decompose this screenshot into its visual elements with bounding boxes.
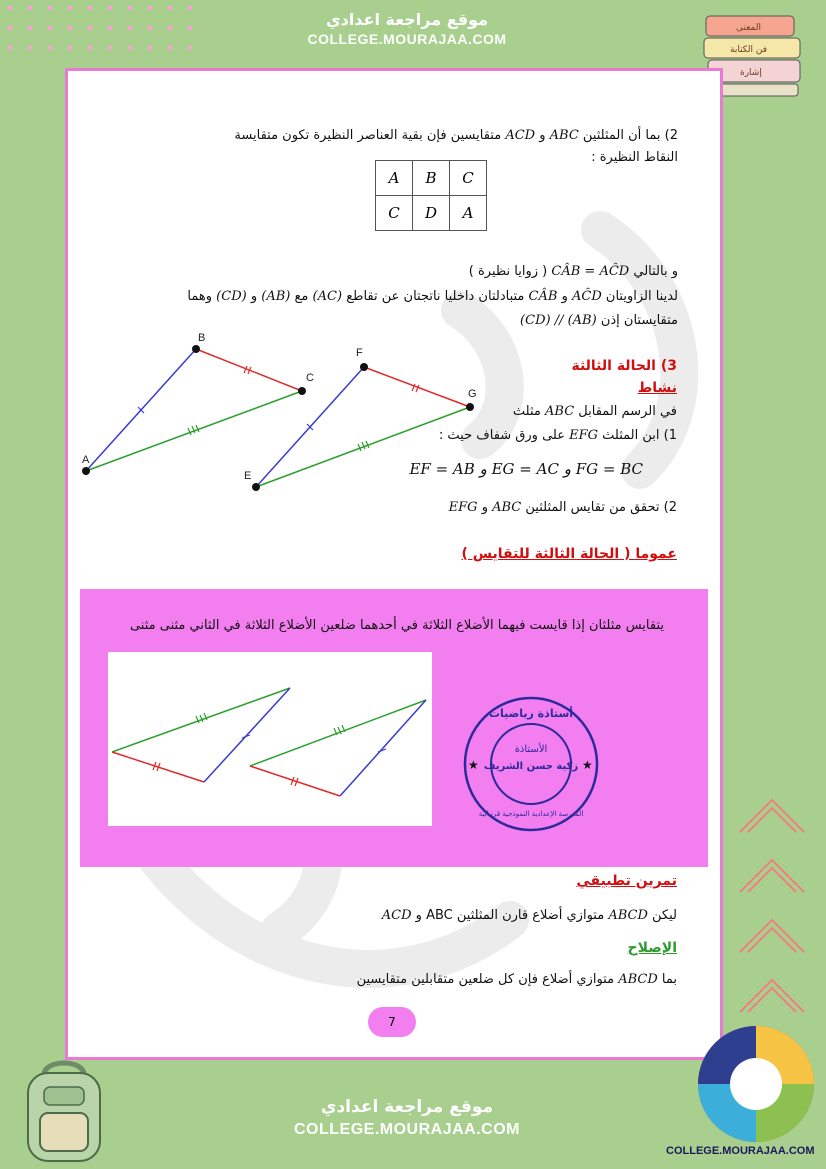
site-url[interactable]: COLLEGE.MOURAJAA.COM bbox=[307, 31, 507, 47]
chevrons-decoration bbox=[732, 790, 822, 1040]
top-banner bbox=[262, 0, 552, 60]
point-g bbox=[466, 403, 474, 411]
theorem-figure bbox=[108, 652, 432, 826]
case3-q2 bbox=[449, 500, 677, 515]
dots-decoration bbox=[0, 0, 200, 60]
label-f: F bbox=[356, 347, 363, 359]
case3-q1 bbox=[439, 428, 677, 443]
section2-line3 bbox=[469, 264, 678, 279]
text-span: على ورق شفاف حيث : bbox=[438, 428, 565, 443]
math-span: EFG bbox=[569, 428, 599, 443]
text-span: مع bbox=[294, 289, 309, 304]
point-c bbox=[298, 387, 306, 395]
section2-line5 bbox=[520, 313, 678, 328]
section2-line1 bbox=[234, 128, 678, 143]
correction-title: الإصلاح bbox=[627, 940, 677, 956]
text-span: تحقق من تقايس المثلثين bbox=[525, 500, 660, 515]
text-span: في الرسم المقابل bbox=[578, 404, 677, 419]
site-name-footer: موقع مراجعة اعدادي bbox=[320, 1097, 494, 1117]
stamp-title: الأستاذة bbox=[514, 744, 548, 755]
math-span: ABCD bbox=[618, 972, 658, 987]
label-g: G bbox=[468, 388, 477, 400]
text-span: متقايسين فإن بقية العناصر النظيرة تكون متقايسة bbox=[234, 128, 502, 143]
math-span: CÂB bbox=[528, 289, 558, 304]
text-span: متبادلتان داخليا ناتجتان عن تقاطع bbox=[346, 289, 525, 304]
text-span: ليكن bbox=[652, 908, 677, 923]
table-row bbox=[376, 161, 487, 196]
book-spine-2: فن الكتابة bbox=[730, 45, 768, 55]
text-span: ( زوايا نظيرة ) bbox=[468, 264, 548, 279]
theorem-text: يتقايس مثلثان إذا قايست فيهما الأضلاع الثلاثة في أحدهما ضلعين الأضلاع الثلاثة في الثاني مثنى مثنى bbox=[129, 618, 664, 633]
math-span: (CD) bbox=[216, 289, 247, 304]
case3-equalities bbox=[409, 460, 643, 478]
points-table-wrap bbox=[375, 160, 487, 231]
case3-activity: نشاط bbox=[637, 380, 677, 396]
math-span: ABC bbox=[426, 908, 453, 923]
exercise-text bbox=[382, 908, 677, 923]
figure-triangles-abc-efg bbox=[70, 325, 490, 505]
book-spine-1: المعنى bbox=[736, 23, 762, 33]
section2-number: 2) bbox=[664, 128, 678, 143]
question-number: 1) bbox=[663, 428, 677, 443]
theorem-box bbox=[80, 589, 708, 867]
text-span: و bbox=[561, 289, 568, 304]
math-span: (AB) bbox=[261, 289, 291, 304]
section2-line4 bbox=[187, 289, 678, 304]
table-row bbox=[376, 196, 487, 231]
label-c: C bbox=[306, 372, 314, 384]
text-span: ابن المثلث bbox=[602, 428, 660, 443]
table-cell: A bbox=[450, 196, 487, 231]
table-cell: C bbox=[450, 161, 487, 196]
point-f bbox=[360, 363, 368, 371]
star-icon: ★ bbox=[468, 758, 479, 772]
text-span: بما أن المثلثين bbox=[582, 128, 661, 143]
math-abc: ABC bbox=[549, 128, 579, 143]
theorem-figure-panel bbox=[108, 652, 432, 826]
text-span: بما bbox=[661, 972, 677, 987]
logo-url[interactable]: COLLEGE.MOURAJAA.COM bbox=[666, 1145, 815, 1157]
book-spine-3: إشارة bbox=[740, 68, 762, 78]
backpack-icon bbox=[14, 1055, 114, 1165]
point-a bbox=[82, 467, 90, 475]
stamp-name: زكية حسن الشريف bbox=[483, 761, 579, 772]
text-span: و بالتالي bbox=[633, 264, 678, 279]
math-span: ABC bbox=[492, 500, 522, 515]
text-span: وهما bbox=[187, 289, 213, 304]
label-a: A bbox=[82, 454, 90, 466]
correction-text bbox=[357, 972, 677, 987]
math-span: ACD bbox=[381, 908, 412, 923]
site-logo bbox=[694, 1022, 818, 1146]
point-e bbox=[252, 483, 260, 491]
table-cell: A bbox=[376, 161, 413, 196]
math-acd: ACD bbox=[505, 128, 536, 143]
math-parallel: (AB) // (CD) bbox=[520, 313, 597, 328]
math-angles-eq: CÂB = AĈD bbox=[551, 264, 630, 279]
site-url-footer[interactable]: COLLEGE.MOURAJAA.COM bbox=[294, 1121, 520, 1138]
general-title: عموما ( الحالة الثالثة للتقايس ) bbox=[461, 546, 677, 562]
text-span: و bbox=[250, 289, 258, 304]
question-number: 2) bbox=[663, 500, 677, 515]
text-span: متوازي أضلاع فإن كل ضلعين متقابلين متقايسين bbox=[356, 972, 615, 987]
stamp-bottom-text: المدرسة الإعدادية النموذجية قرنبالية bbox=[478, 810, 584, 818]
text-span: و bbox=[539, 128, 546, 143]
label-b: B bbox=[198, 332, 206, 344]
table-cell: D bbox=[413, 196, 450, 231]
text-span: مثلث bbox=[512, 404, 541, 419]
site-name: موقع مراجعة اعدادي bbox=[325, 10, 489, 29]
page-number: 7 bbox=[368, 1007, 416, 1037]
text-span: لدينا الزاويتان bbox=[605, 289, 678, 304]
teacher-stamp bbox=[456, 689, 606, 839]
table-cell: B bbox=[413, 161, 450, 196]
corresponding-points-table bbox=[375, 160, 487, 231]
case3-p1 bbox=[513, 404, 677, 419]
exercise-title: تمرين تطبيقي bbox=[576, 873, 677, 889]
math-span: AĈD bbox=[571, 289, 602, 304]
math-span: EFG bbox=[448, 500, 478, 515]
math-equalities: FG = BC و EG = AC و EF = AB bbox=[409, 460, 643, 478]
segment-fg bbox=[364, 367, 470, 407]
case3-title: 3) الحالة الثالثة bbox=[571, 358, 677, 374]
text-span: و bbox=[415, 908, 422, 923]
bottom-banner bbox=[262, 1075, 552, 1169]
math-span: ABCD bbox=[608, 908, 648, 923]
text-span: متقايستان إذن bbox=[600, 313, 678, 328]
section2-line2: النقاط النظيرة : bbox=[591, 150, 678, 165]
segment-bc bbox=[196, 349, 302, 391]
stamp-outer-text: أستاذة رياضيات bbox=[488, 707, 574, 720]
star-icon: ★ bbox=[582, 758, 593, 772]
text-span: متوازي أضلاع قارن المثلثين bbox=[456, 908, 605, 923]
label-e: E bbox=[244, 470, 252, 482]
text-span: و bbox=[481, 500, 488, 515]
math-span: (AC) bbox=[312, 289, 343, 304]
table-cell: C bbox=[376, 196, 413, 231]
point-b bbox=[192, 345, 200, 353]
math-span: ABC bbox=[545, 404, 575, 419]
